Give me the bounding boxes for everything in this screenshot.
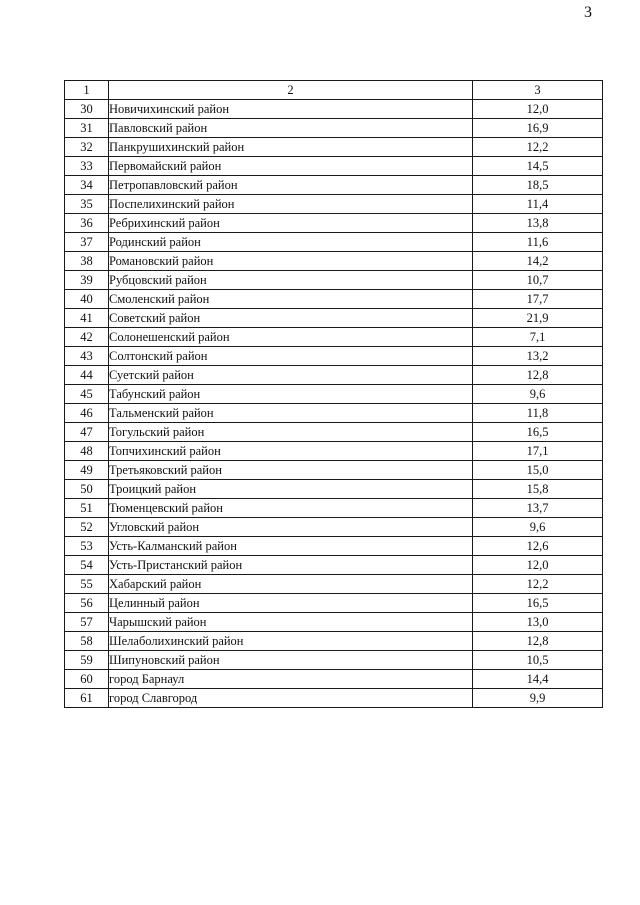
district-value: 12,8 [473,632,603,651]
district-name: Троицкий район [109,480,473,499]
header-col-3: 3 [473,81,603,100]
header-col-1: 1 [65,81,109,100]
district-name: Смоленский район [109,290,473,309]
district-value: 14,4 [473,670,603,689]
district-value: 12,6 [473,537,603,556]
district-table [64,80,603,708]
row-number: 61 [65,689,109,708]
row-number: 56 [65,594,109,613]
district-name: Усть-Калманский район [109,537,473,556]
row-number: 38 [65,252,109,271]
row-number: 34 [65,176,109,195]
district-value: 15,8 [473,480,603,499]
table-row [65,670,603,689]
district-value: 9,6 [473,385,603,404]
row-number: 53 [65,537,109,556]
row-number: 30 [65,100,109,119]
table-row [65,347,603,366]
table-row [65,252,603,271]
district-name: Шипуновский район [109,651,473,670]
table-row [65,613,603,632]
district-value: 15,0 [473,461,603,480]
table-row [65,195,603,214]
table-row [65,157,603,176]
row-number: 42 [65,328,109,347]
district-name: Рубцовский район [109,271,473,290]
district-value: 18,5 [473,176,603,195]
district-name: Советский район [109,309,473,328]
row-number: 60 [65,670,109,689]
table-row [65,385,603,404]
table-row [65,689,603,708]
table-row [65,271,603,290]
table-row [65,537,603,556]
district-value: 10,7 [473,271,603,290]
district-name: Тогульский район [109,423,473,442]
table-row [65,632,603,651]
table-row [65,480,603,499]
table-row [65,328,603,347]
table-row [65,100,603,119]
table-body [65,100,603,708]
table-row [65,499,603,518]
table-row [65,575,603,594]
table-row [65,404,603,423]
table-row [65,233,603,252]
row-number: 51 [65,499,109,518]
district-name: Шелаболихинский район [109,632,473,651]
row-number: 47 [65,423,109,442]
row-number: 58 [65,632,109,651]
table-row [65,461,603,480]
table-row [65,556,603,575]
district-name: Чарышский район [109,613,473,632]
table-row [65,119,603,138]
district-value: 14,5 [473,157,603,176]
district-name: Ребрихинский район [109,214,473,233]
district-value: 13,2 [473,347,603,366]
district-value: 17,1 [473,442,603,461]
row-number: 36 [65,214,109,233]
district-value: 10,5 [473,651,603,670]
district-value: 11,8 [473,404,603,423]
district-value: 12,2 [473,138,603,157]
district-value: 16,5 [473,423,603,442]
district-value: 17,7 [473,290,603,309]
row-number: 41 [65,309,109,328]
district-value: 13,8 [473,214,603,233]
district-name: Хабарский район [109,575,473,594]
district-name: Топчихинский район [109,442,473,461]
table-row [65,518,603,537]
row-number: 59 [65,651,109,670]
district-value: 16,5 [473,594,603,613]
district-name: Табунский район [109,385,473,404]
table-row [65,366,603,385]
district-name: Третьяковский район [109,461,473,480]
district-value: 12,0 [473,556,603,575]
district-name: Суетский район [109,366,473,385]
row-number: 48 [65,442,109,461]
district-value: 11,4 [473,195,603,214]
row-number: 55 [65,575,109,594]
district-name: Солтонский район [109,347,473,366]
district-name: Петропавловский район [109,176,473,195]
district-value: 13,0 [473,613,603,632]
row-number: 57 [65,613,109,632]
district-value: 11,6 [473,233,603,252]
table-row [65,138,603,157]
district-value: 12,2 [473,575,603,594]
row-number: 49 [65,461,109,480]
district-name: Тюменцевский район [109,499,473,518]
table-row [65,651,603,670]
row-number: 32 [65,138,109,157]
district-name: Солонешенский район [109,328,473,347]
district-name: Первомайский район [109,157,473,176]
row-number: 46 [65,404,109,423]
row-number: 31 [65,119,109,138]
row-number: 43 [65,347,109,366]
district-name: Панкрушихинский район [109,138,473,157]
district-value: 12,8 [473,366,603,385]
header-col-2: 2 [109,81,473,100]
row-number: 54 [65,556,109,575]
district-name: Родинский район [109,233,473,252]
row-number: 40 [65,290,109,309]
row-number: 45 [65,385,109,404]
district-value: 14,2 [473,252,603,271]
district-name: Романовский район [109,252,473,271]
district-name: город Славгород [109,689,473,708]
table-row [65,176,603,195]
district-value: 16,9 [473,119,603,138]
district-name: город Барнаул [109,670,473,689]
district-name: Усть-Пристанский район [109,556,473,575]
row-number: 50 [65,480,109,499]
district-value: 9,9 [473,689,603,708]
table-row [65,309,603,328]
table-row [65,594,603,613]
row-number: 35 [65,195,109,214]
page-number: 3 [584,4,592,21]
district-value: 12,0 [473,100,603,119]
row-number: 52 [65,518,109,537]
table-header-row [65,81,603,100]
row-number: 39 [65,271,109,290]
table-row [65,290,603,309]
district-name: Поспелихинский район [109,195,473,214]
district-name: Новичихинский район [109,100,473,119]
row-number: 33 [65,157,109,176]
district-name: Тальменский район [109,404,473,423]
district-value: 9,6 [473,518,603,537]
district-name: Целинный район [109,594,473,613]
row-number: 37 [65,233,109,252]
district-value: 13,7 [473,499,603,518]
row-number: 44 [65,366,109,385]
table-row [65,214,603,233]
district-name: Угловский район [109,518,473,537]
district-value: 7,1 [473,328,603,347]
district-value: 21,9 [473,309,603,328]
table-row [65,442,603,461]
table-row [65,423,603,442]
district-name: Павловский район [109,119,473,138]
